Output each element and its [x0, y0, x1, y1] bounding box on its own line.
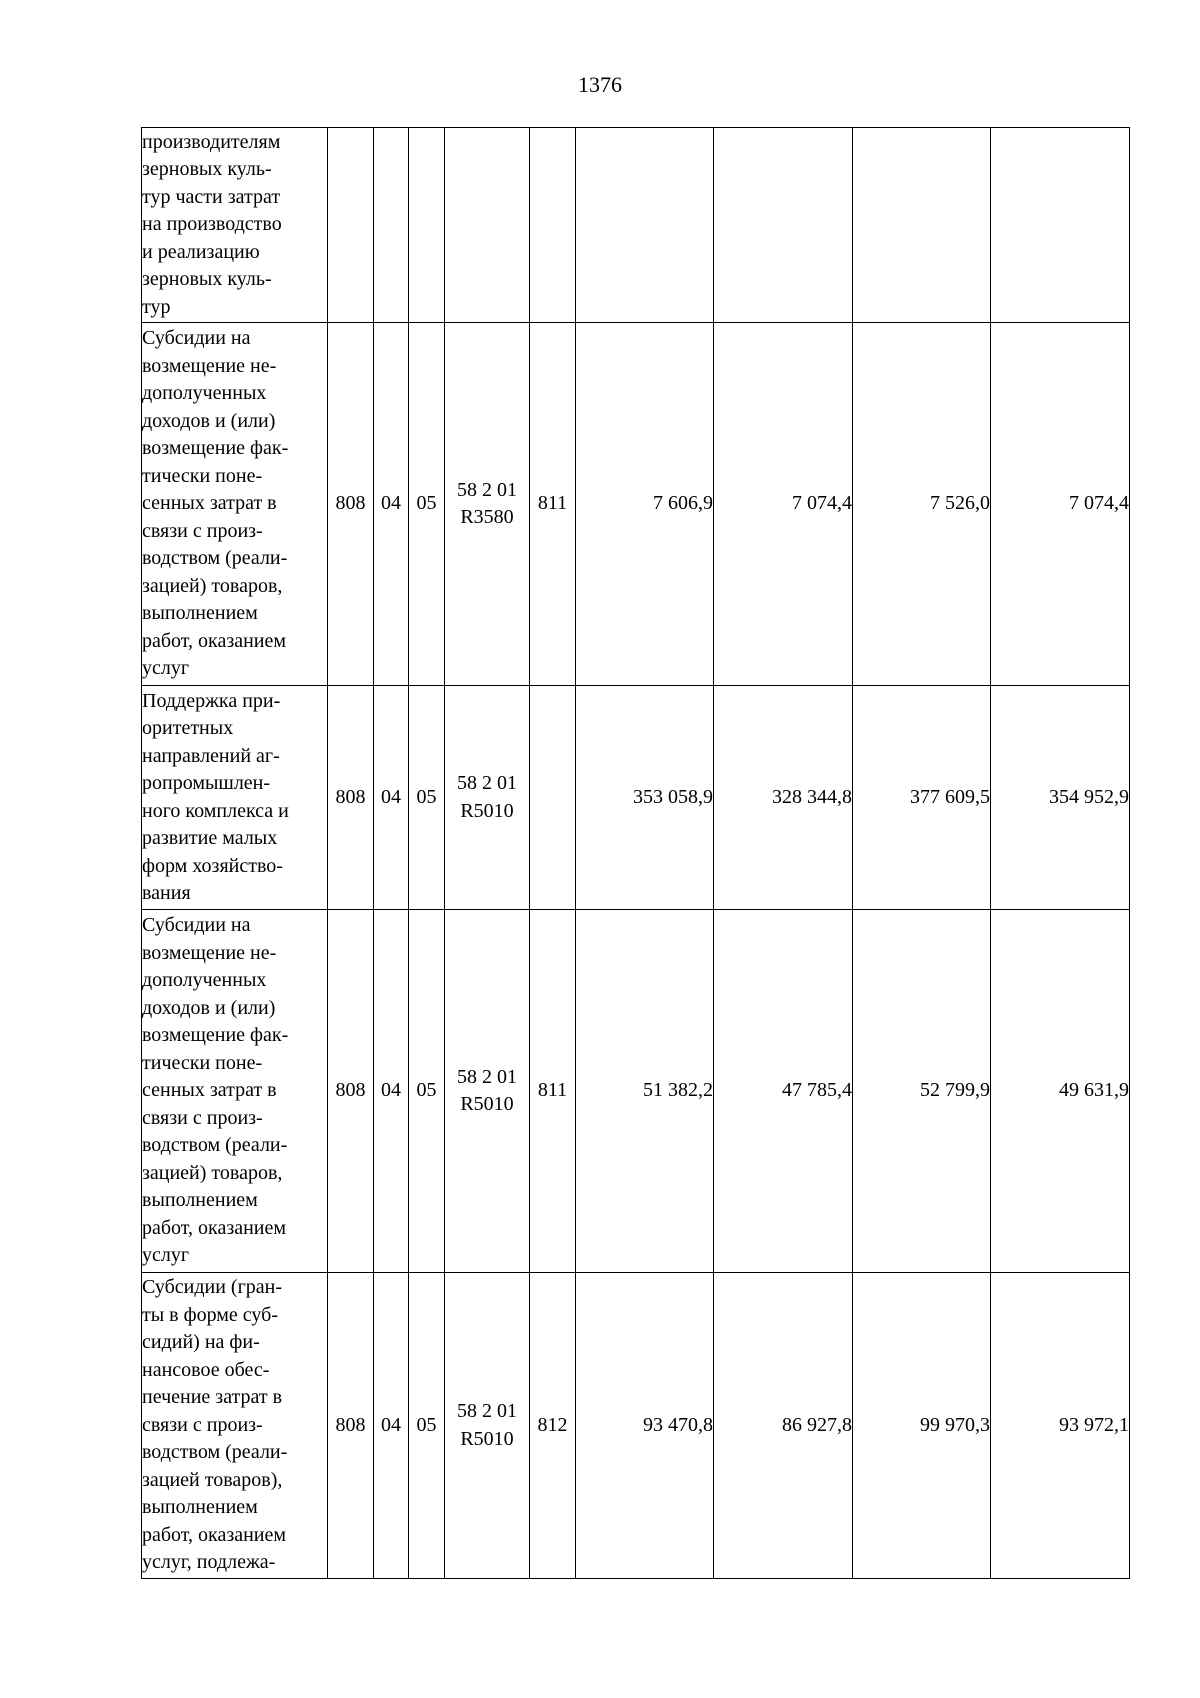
item-name-line: тически поне-	[142, 1051, 263, 1074]
amount-cell-1: 7 606,9	[576, 323, 714, 686]
item-name-line: доходов и (или)	[142, 409, 276, 432]
target-article-cell	[445, 323, 530, 686]
item-name-line: возмещение не-	[142, 941, 277, 964]
target-article-line: 58 2 01	[457, 1065, 517, 1088]
section-code-cell: 04	[374, 910, 409, 1273]
ministry-code-cell: 808	[328, 910, 374, 1273]
item-name-line: сидий) на фи-	[142, 1331, 260, 1354]
item-name-line: работ, оказанием	[142, 629, 287, 652]
expense-type-cell	[530, 686, 576, 910]
expense-type-cell	[530, 128, 576, 323]
budget-table	[141, 127, 1130, 1579]
target-article-line: R5010	[460, 799, 514, 822]
amount-cell-2: 328 344,8	[714, 686, 853, 910]
amount-cell-3: 7 526,0	[853, 323, 991, 686]
section-code-cell: 04	[374, 686, 409, 910]
amount-cell-2	[714, 128, 853, 323]
item-name-cell	[142, 910, 328, 1273]
amount-cell-3	[853, 128, 991, 323]
amount-cell-4: 49 631,9	[991, 910, 1130, 1273]
item-name-line: и реализацию	[142, 240, 260, 263]
item-name-line: связи с произ-	[142, 1106, 263, 1129]
target-article-line: R5010	[460, 1427, 514, 1450]
amount-cell-3: 52 799,9	[853, 910, 991, 1273]
item-name-line: форм хозяйство-	[142, 854, 283, 877]
expense-type-cell: 812	[530, 1273, 576, 1579]
expense-type-cell: 811	[530, 323, 576, 686]
item-name-line: дополученных	[142, 382, 267, 405]
item-name-line: зерновых куль-	[142, 268, 272, 291]
subsection-code-cell: 05	[409, 1273, 445, 1579]
item-name-line: связи с произ-	[142, 1413, 263, 1436]
item-name-line: сенных затрат в	[142, 492, 277, 515]
item-name-line: работ, оказанием	[142, 1216, 287, 1239]
item-name-line: развитие малых	[142, 827, 278, 849]
subsection-code-cell: 05	[409, 910, 445, 1273]
table-row	[142, 910, 1130, 1273]
subsection-code-cell	[409, 128, 445, 323]
item-name-line: нансовое обес-	[142, 1358, 270, 1381]
item-name-line: услуг	[142, 657, 190, 680]
item-name-line: услуг, подлежа-	[142, 1551, 276, 1574]
item-name-line: выполнением	[142, 1189, 258, 1212]
item-name-line: водством (реали-	[142, 1134, 288, 1157]
table-row	[142, 323, 1130, 686]
item-name-line: тур	[142, 295, 171, 318]
item-name-line: возмещение не-	[142, 354, 277, 377]
section-code-cell: 04	[374, 1273, 409, 1579]
item-name-line: связи с произ-	[142, 519, 263, 542]
ministry-code-cell: 808	[328, 686, 374, 910]
item-name-cell	[142, 686, 328, 910]
item-name-line: тур части затрат	[142, 185, 281, 208]
item-name-line: водством (реали-	[142, 547, 288, 570]
amount-cell-2: 86 927,8	[714, 1273, 853, 1579]
table-row	[142, 686, 1130, 910]
target-article-line: 58 2 01	[457, 772, 517, 794]
amount-cell-3: 377 609,5	[853, 686, 991, 910]
item-name-cell	[142, 128, 328, 323]
section-code-cell: 04	[374, 323, 409, 686]
item-name-line: производителям	[142, 130, 281, 153]
ministry-code-cell: 808	[328, 1273, 374, 1579]
item-name-line: на производство	[142, 213, 282, 236]
target-article-line: R5010	[460, 1093, 514, 1115]
table-row	[142, 1273, 1130, 1579]
item-name-line: услуг	[142, 1244, 190, 1267]
item-name-line: доходов и (или)	[142, 996, 276, 1019]
item-name-cell	[142, 1273, 328, 1579]
item-name-line: выполнением	[142, 1496, 258, 1519]
item-name-line: Субсидии (гран-	[142, 1276, 283, 1299]
page-number: 1376	[578, 72, 622, 97]
item-name-line: вания	[142, 882, 191, 904]
item-name-line: Субсидии на	[142, 327, 251, 350]
item-name-line: зерновых куль-	[142, 158, 272, 181]
item-name-line: зацией) товаров,	[142, 1161, 283, 1184]
amount-cell-2: 47 785,4	[714, 910, 853, 1273]
target-article-cell	[445, 910, 530, 1273]
item-name-line: Поддержка при-	[142, 689, 281, 712]
amount-cell-2: 7 074,4	[714, 323, 853, 686]
item-name-line: печение затрат в	[142, 1386, 283, 1409]
item-name-line: зацией) товаров,	[142, 574, 283, 597]
item-name-line: дополученных	[142, 969, 267, 992]
item-name-line: водством (реали-	[142, 1441, 288, 1464]
item-name-line: Субсидии на	[142, 914, 251, 937]
item-name-cell	[142, 323, 328, 686]
amount-cell-4: 354 952,9	[991, 686, 1130, 910]
amount-cell-4: 7 074,4	[991, 323, 1130, 686]
item-name-line: ты в форме суб-	[142, 1303, 278, 1326]
target-article-line: 58 2 01	[457, 1400, 517, 1422]
amount-cell-1: 51 382,2	[576, 910, 714, 1273]
expense-type-cell: 811	[530, 910, 576, 1273]
item-name-line: возмещение фак-	[142, 437, 289, 460]
target-article-cell	[445, 1273, 530, 1579]
amount-cell-4	[991, 128, 1130, 323]
amount-cell-1	[576, 128, 714, 323]
item-name-line: зацией товаров),	[142, 1468, 283, 1491]
amount-cell-3: 99 970,3	[853, 1273, 991, 1579]
ministry-code-cell: 808	[328, 323, 374, 686]
amount-cell-1: 93 470,8	[576, 1273, 714, 1579]
target-article-line: 58 2 01	[457, 478, 517, 501]
table-body	[142, 128, 1130, 1579]
target-article-line: R3580	[460, 506, 514, 528]
item-name-line: ного комплекса и	[142, 799, 289, 822]
item-name-line: тически поне-	[142, 464, 263, 487]
item-name-line: работ, оказанием	[142, 1523, 287, 1546]
item-name-line: ропромышлен-	[142, 772, 271, 794]
table-row	[142, 128, 1130, 323]
item-name-line: сенных затрат в	[142, 1079, 277, 1102]
ministry-code-cell	[328, 128, 374, 323]
item-name-line: оритетных	[142, 717, 234, 739]
target-article-cell	[445, 128, 530, 323]
amount-cell-4: 93 972,1	[991, 1273, 1130, 1579]
subsection-code-cell: 05	[409, 686, 445, 910]
subsection-code-cell: 05	[409, 323, 445, 686]
item-name-line: выполнением	[142, 602, 258, 625]
item-name-line: направлений аг-	[142, 744, 280, 767]
amount-cell-1: 353 058,9	[576, 686, 714, 910]
section-code-cell	[374, 128, 409, 323]
item-name-line: возмещение фак-	[142, 1024, 289, 1047]
target-article-cell	[445, 686, 530, 910]
